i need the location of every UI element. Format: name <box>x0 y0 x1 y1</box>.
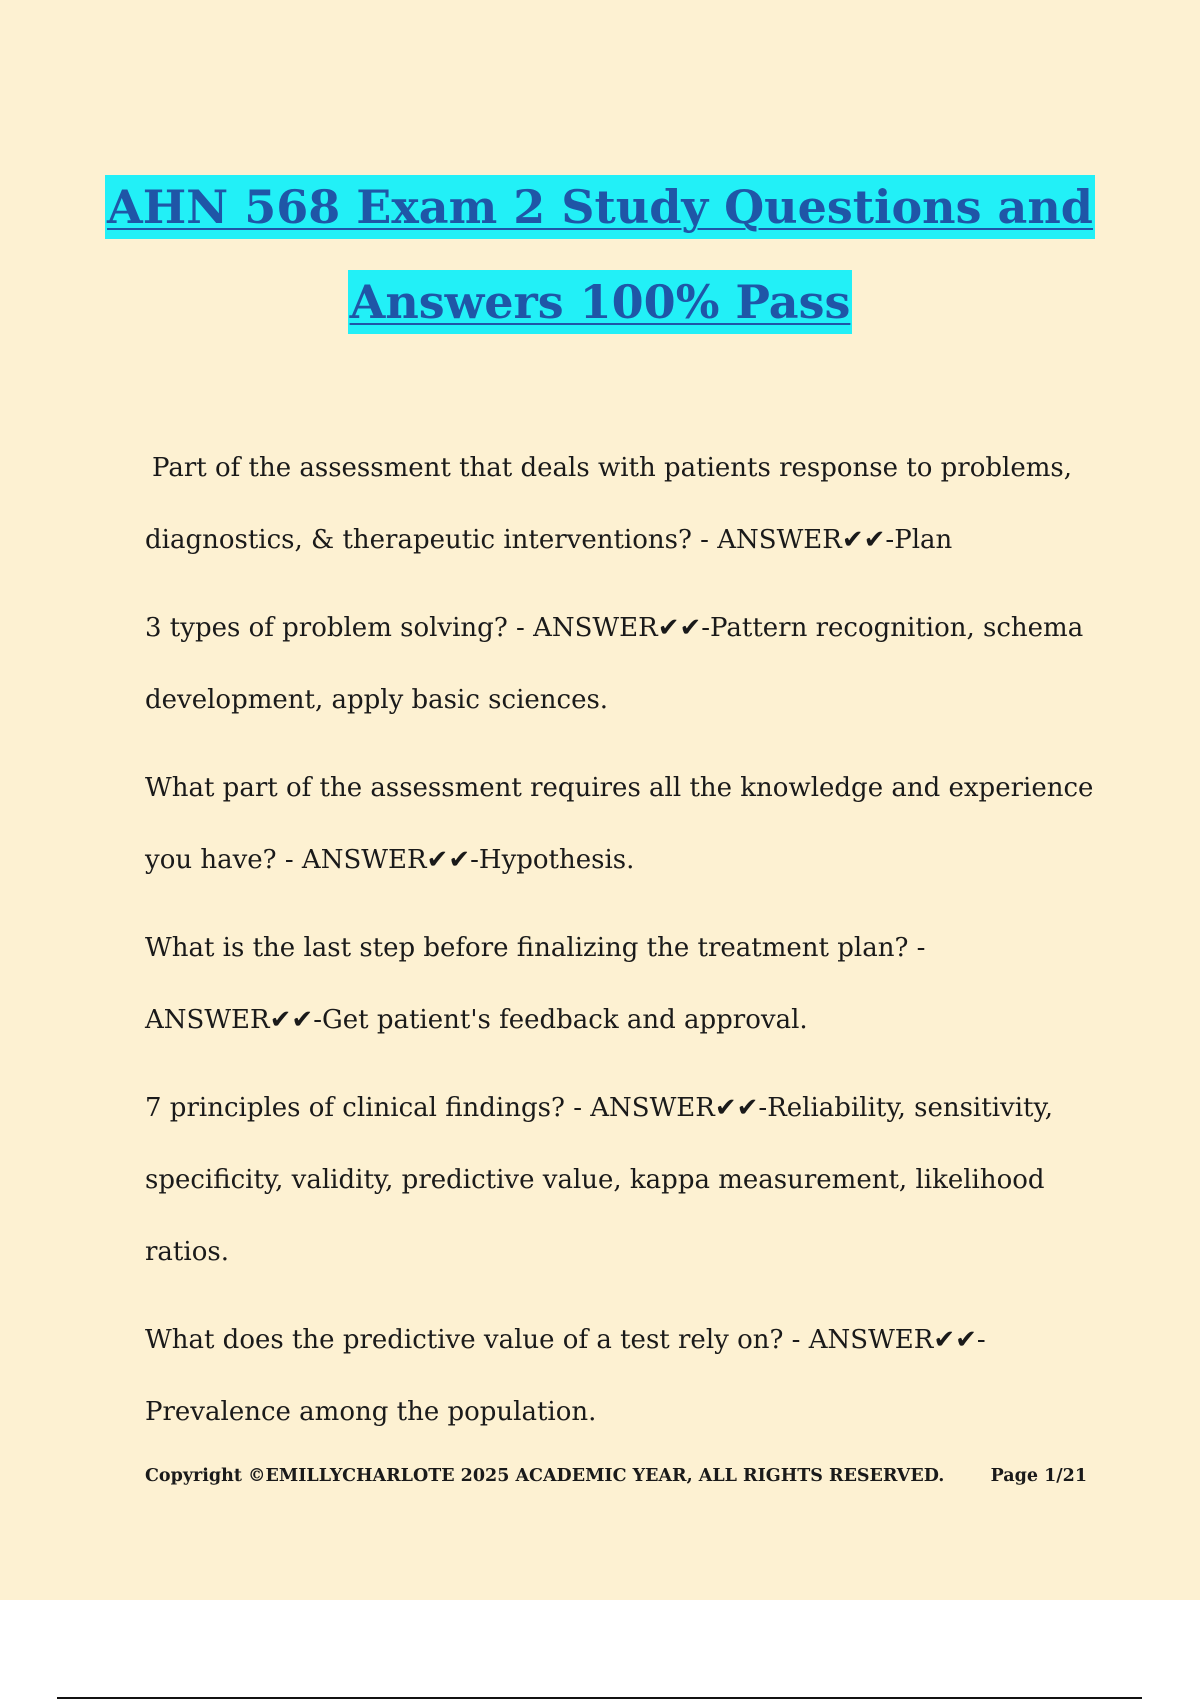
copyright-notice: Copyright ©EMILLYCHARLOTE 2025 ACADEMIC YEAR, ALL RIGHTS RESERVED. <box>145 1466 945 1486</box>
title-line-2: Answers 100% Pass <box>348 270 853 334</box>
page-number: Page 1/21 <box>990 1466 1087 1486</box>
qa-item-5: 7 principles of clinical findings? - ANSWER✔✔-Reliability, sensitivity, specificity, validity, predictive value, kappa measurement, likelihood ratios. <box>145 1093 1053 1267</box>
qa-list <box>145 432 1095 1464</box>
page-footer <box>145 1466 1087 1486</box>
bottom-divider <box>57 1697 1142 1699</box>
qa-item-4: What is the last step before finalizing the treatment plan? - ANSWER✔✔-Get patient's feedback and approval. <box>145 933 926 1035</box>
qa-item-3: What part of the assessment requires all the knowledge and experience you have? - ANSWER✔✔-Hypothesis. <box>145 773 1094 875</box>
qa-item-6: What does the predictive value of a test rely on? - ANSWER✔✔-Prevalence among the population. <box>145 1325 986 1427</box>
qa-item-1: Part of the assessment that deals with patients response to problems, diagnostics, & therapeutic interventions? - ANSWER✔✔-Plan <box>145 453 1072 555</box>
document-title <box>0 160 1200 350</box>
title-line-1: AHN 568 Exam 2 Study Questions and <box>105 175 1095 239</box>
qa-item-2: 3 types of problem solving? - ANSWER✔✔-Pattern recognition, schema development, apply basic sciences. <box>145 613 1084 715</box>
